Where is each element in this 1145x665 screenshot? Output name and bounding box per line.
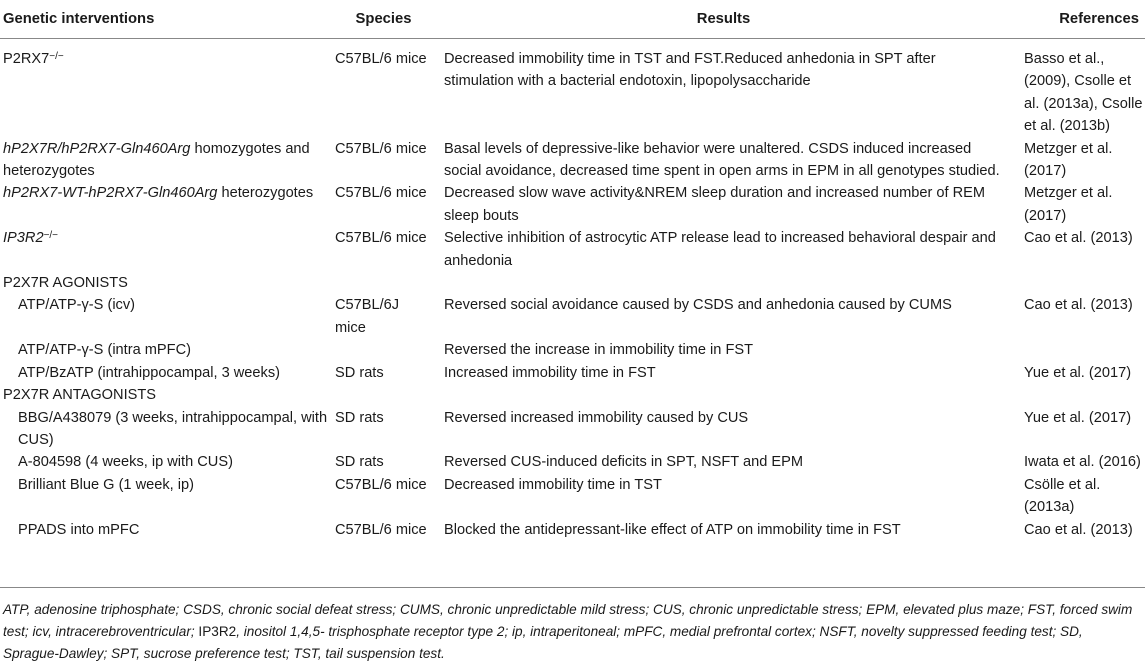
section-row-antagonists [0,384,1145,406]
results-cell [435,272,1012,294]
intervention-cell: ATP/ATP-γ-S (icv) [18,297,136,314]
intervention-cell: Brilliant Blue G (1 week, ip) [18,476,195,493]
intervention-cell: hP2RX7-WT-hP2RX7-Gln460Arg heterozygotes [3,185,314,202]
section-heading: P2X7R AGONISTS [3,275,128,292]
table-header-row [0,0,1145,39]
section-heading: P2X7R ANTAGONISTS [3,387,157,404]
intervention-cell: ATP/ATP-γ-S (intra mPFC) [18,342,191,359]
species-cell [332,272,435,294]
references-cell: Iwata et al. (2016) [1024,454,1141,471]
results-cell: Decreased slow wave activity&NREM sleep duration and increased number of REM sleep bouts [444,185,986,224]
references-cell: Cao et al. (2013) [1024,297,1133,314]
intervention-cell: PPADS into mPFC [18,521,140,538]
species-cell: C57BL/6 mice [335,51,427,67]
superscript: −/− [49,51,64,62]
references-cell [1012,339,1145,361]
section-row-agonists [0,272,1145,294]
references-cell: Basso et al., (2009), Csolle et al. (2013a), Csolle et al. (2013b) [1024,51,1143,135]
references-cell: Cao et al. (2013) [1024,230,1133,247]
table-row [0,451,1145,473]
results-cell: Selective inhibition of astrocytic ATP release lead to increased behavioral despair and anhedonia [444,230,996,269]
references-cell: Yue et al. (2017) [1024,409,1132,426]
intervention-cell: ATP/BzATP (intrahippocampal, 3 weeks) [18,364,280,381]
table-row [0,294,1145,339]
results-cell: Basal levels of depressive-like behavior were unaltered. CSDS induced increased social avoidance, decreased time spent in open arms in EPM in all genotypes studied. [444,140,1000,180]
results-cell: Increased immobility time in FST [444,364,656,381]
table-row [0,227,1145,272]
header-genetic-interventions: Genetic interventions [0,0,332,39]
table-bottom-rule [0,587,1145,588]
superscript: −/− [43,230,59,242]
species-cell [332,384,435,406]
species-cell [332,339,435,361]
table-row [0,138,1145,183]
references-cell: Cao et al. (2013) [1024,521,1133,538]
table-row [0,362,1145,384]
species-cell: SD rats [335,454,384,471]
results-cell: Blocked the antidepressant-like effect of ATP on immobility time in FST [444,521,901,538]
table-row [0,39,1145,138]
species-cell: C57BL/6J mice [335,297,400,336]
species-cell: C57BL/6 mice [335,140,427,157]
results-cell: Reversed the increase in immobility time in FST [444,342,754,359]
results-cell [435,384,1012,406]
references-cell: Csölle et al. (2013a) [1024,476,1101,516]
references-cell: Yue et al. (2017) [1024,364,1132,381]
table-row [0,474,1145,519]
results-cell: Reversed social avoidance caused by CSDS and anhedonia caused by CUMS [444,297,952,314]
species-cell: C57BL/6 mice [335,230,427,247]
table-row [0,182,1145,227]
references-cell: Metzger et al. (2017) [1024,140,1113,180]
references-cell [1012,272,1145,294]
header-references: References [1012,0,1145,39]
table-row [0,407,1145,452]
results-cell: Decreased immobility time in TST [444,476,662,493]
intervention-cell: A-804598 (4 weeks, ip with CUS) [18,454,233,471]
species-cell: SD rats [335,364,384,381]
intervention-cell: BBG/A438079 (3 weeks, intrahippocampal, with CUS) [18,409,328,448]
header-results: Results [435,0,1012,39]
species-cell: C57BL/6 mice [335,185,427,202]
table-footnote: ATP, adenosine triphosphate; CSDS, chronic social defeat stress; CUMS, chronic unpredictable mild stress; CUS, chronic unpredictable stress; EPM, elevated plus maze; FST, forced swim test; icv, intracerebroventricular; IP3R2, inositol 1,4,5- trisphosphate receptor type 2; ip, intraperitoneal; mPFC, medial prefrontal cortex; NSFT, novelty suppressed feeding test; SD, Sprague-Dawley; SPT, sucrose preference test; TST, tail suspension test. [3,602,1133,661]
table-row [0,519,1145,541]
intervention-cell: P2RX7−/− [3,51,64,67]
references-cell: Metzger et al. (2017) [1024,185,1113,224]
results-cell: Decreased immobility time in TST and FST.Reduced anhedonia in SPT after stimulation with a bacterial endotoxin, lipopolysaccharide [444,51,936,90]
intervention-cell: IP3R2−/− [3,230,59,247]
species-cell: SD rats [335,409,384,426]
table-row [0,339,1145,361]
intervention-cell: hP2X7R/hP2RX7-Gln460Arg homozygotes and heterozygotes [3,140,310,180]
species-cell: C57BL/6 mice [335,476,427,493]
species-cell: C57BL/6 mice [335,521,427,538]
references-cell [1012,384,1145,406]
header-species: Species [332,0,435,39]
results-cell: Reversed CUS-induced deficits in SPT, NSFT and EPM [444,454,804,471]
results-cell: Reversed increased immobility caused by CUS [444,409,749,426]
